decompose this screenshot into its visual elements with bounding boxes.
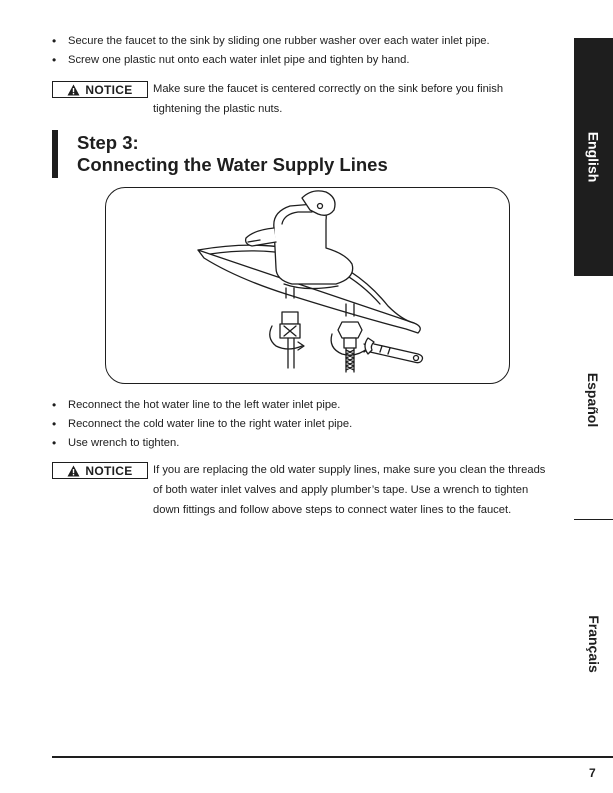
notice-line: If you are replacing the old water supply lines, make sure you clean the threads [153,464,546,476]
instruction-item: • Use wrench to tighten. [52,434,352,453]
notice-text [153,79,503,119]
notice-label: NOTICE [85,82,133,97]
footer-divider [52,756,613,758]
faucet-supply-lines-drawing [106,188,508,382]
instruction-item: • Reconnect the hot water line to the left water inlet pipe. [52,396,352,415]
notice-label: NOTICE [85,463,133,478]
instruction-list-top [52,32,490,70]
tab-espanol[interactable] [574,280,613,520]
faucet-illustration [105,187,510,384]
step-number: Step 3: [77,132,139,153]
notice-badge [52,81,148,98]
tab-label: Français [585,615,602,673]
notice-text [153,460,545,520]
warning-triangle-icon [67,465,80,477]
instruction-item: • Reconnect the cold water line to the right water inlet pipe. [52,415,352,434]
step-heading-bar [52,130,58,178]
page-number: 7 [589,766,596,780]
instruction-item: • Screw one plastic nut onto each water inlet pipe and tighten by hand. [52,51,490,70]
notice-line: Make sure the faucet is centered correctly on the sink before you finish [153,83,504,95]
notice-line: of both water inlet valves and apply plumber’s tape. Use a wrench to tighten [153,484,529,496]
instruction-item: • Secure the faucet to the sink by sliding one rubber washer over each water inlet pipe. [52,32,490,51]
tab-label: Español [585,372,602,427]
warning-triangle-icon [67,84,80,96]
step-title: Connecting the Water Supply Lines [77,154,388,175]
step-heading [77,132,388,176]
tab-francais[interactable] [574,524,613,764]
notice-line: tightening the plastic nuts. [153,103,283,115]
tab-label: English [585,131,602,183]
notice-badge [52,462,148,479]
instruction-list-bottom [52,396,352,454]
tab-english[interactable] [574,38,613,276]
notice-line: down fittings and follow above steps to connect water lines to the faucet. [153,504,512,516]
